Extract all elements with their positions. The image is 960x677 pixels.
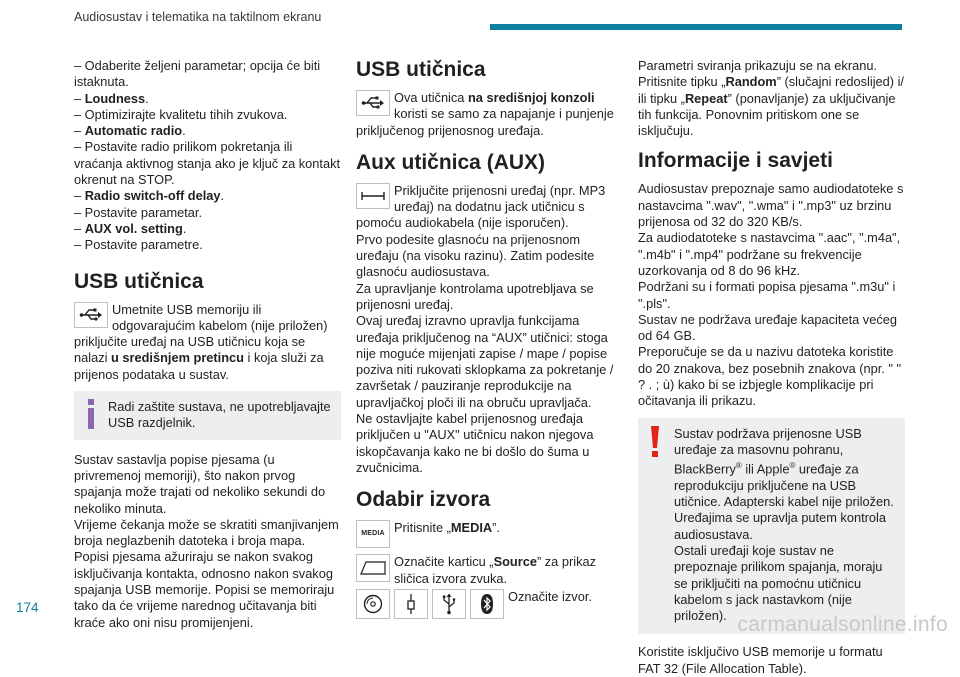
- list-item: – Postavite parametre.: [74, 237, 203, 253]
- paragraph: Pritisnite „MEDIA”.: [394, 520, 500, 536]
- jack-source-icon: [394, 589, 428, 619]
- info-icon: [83, 399, 99, 429]
- info-note: [74, 391, 341, 440]
- paragraph: Priključite prijenosni uređaj (npr. MP3 uređaj) na dodatnu jack utičnicu s pomoću audiokabela (nije isporučen).: [356, 182, 606, 231]
- usb-icon: [74, 302, 108, 328]
- paragraph: Za upravljanje kontrolama upotrebljava se prijenosni uređaj.: [356, 280, 594, 312]
- aux-instruction: [356, 183, 623, 232]
- warning-text: Sustav podržava prijenosne USB uređaje za masovnu pohranu, BlackBerry® ili Apple® uređaje za reprodukciju priključene na USB utičnice. Adapterski kabel nije priložen.: [674, 425, 894, 510]
- watermark: carmanualsonline.info: [737, 613, 948, 636]
- paragraph: Preporučuje se da u nazivu datoteka koristite do 20 znakova, bez posebnih znakova (npr. " " ? . ; ù) kako bi se izbjegle komplikacije pri očitavanja ili prikazu.: [638, 344, 902, 409]
- paragraph: – Odaberite željeni parametar; opcija će biti istaknuta.: [74, 58, 321, 90]
- paragraph: Podržani su i formati popisa pjesama ".m3u" i ".pls".: [638, 279, 896, 311]
- paragraph: Audiosustav prepoznaje samo audiodatoteke s nastavcima ".wav", ".wma" i ".mp3" uz brzinu prijenosa od 32 do 320 KB/s.: [638, 181, 904, 230]
- warning-icon: [648, 426, 662, 458]
- aux-jack-icon: [356, 183, 390, 209]
- media-label: MEDIA: [361, 530, 385, 538]
- paragraph: Označite izvor.: [508, 588, 592, 604]
- list-item: – Postavite radio prilikom pokretanja ili vraćanja aktivnog stanja ako je ključ za kontakt okrenut na STOP.: [74, 139, 341, 188]
- paragraph: Parametri sviranja prikazuju se na ekranu.: [638, 58, 877, 73]
- paragraph: Označite karticu „Source” za prikaz sličica izvora zvuka.: [394, 554, 596, 586]
- column-1: [74, 58, 341, 631]
- paragraph: Popisi pjesama ažuriraju se nakon svakog isključivanja kontakta, odnosno nakon svakog spajanja USB memorije. Popisi se memoriraju tako da će vrijeme narednog učitavanja biti kraće ako oni nisu promijenjeni.: [74, 549, 335, 630]
- paragraph: Umetnite USB memoriju ili odgovarajućim kabelom (nije priložen) priključite uređaj na USB utičnicu koja se nalazi u središnjem pretincu i koja služi za prijenos podataka u sustav.: [74, 301, 328, 382]
- disc-icon: [356, 589, 390, 619]
- usb-instruction: [74, 302, 341, 383]
- list-item: – Automatic radio.: [74, 123, 186, 139]
- section-heading-source: Odabir izvora: [356, 488, 491, 512]
- source-tab-icon: [356, 554, 390, 582]
- header-accent-bar: [490, 24, 902, 30]
- column-2: [356, 58, 623, 619]
- paragraph: Ova utičnica na središnjoj konzoli koristi se samo za napajanje i punjenje priključenog prijenosnog uređaja.: [356, 90, 614, 138]
- paragraph: Sustav sastavlja popise pjesama (u privremenoj memoriji), što nakon prvog spajanja može trajati od nekoliko sekundi do nekoliko minuta.: [74, 451, 326, 516]
- source-icons: [356, 589, 623, 619]
- warning-text: Ostali uređaji koje sustav ne prepoznaje prilikom spajanja, moraju se priključiti na pomoćnu utičnicu kabelom s jack nastavkom (nije priložen).: [674, 542, 883, 624]
- warning-note: [638, 418, 905, 635]
- bluetooth-icon: [470, 589, 504, 619]
- list-item: – Postavite parametar.: [74, 204, 203, 220]
- paragraph: Vrijeme čekanja može se skratiti smanjivanjem broja neglazbenih datoteka i broja mapa.: [74, 516, 339, 549]
- paragraph: Ne ostavljajte kabel prijenosnog uređaja priključen u "AUX" utičnicu nakon njegova iskopčavanja kako ne bi došlo do šuma u zvučnicima.: [356, 411, 594, 475]
- usb-icon: [356, 90, 390, 116]
- section-heading-usb-console: USB utičnica: [356, 58, 486, 81]
- usb-source-icon: [432, 589, 466, 619]
- warning-text: Uređajima se upravlja putem kontrola audiosustava.: [674, 510, 886, 542]
- paragraph: Sustav ne podržava uređaje kapaciteta većeg od 64 GB.: [638, 311, 897, 344]
- info-text: Radi zaštite sustava, ne upotrebljavajte USB razdjelnik.: [108, 399, 331, 431]
- paragraph: Pritisnite tipku „Random” (slučajni redoslijed) i/ ili tipku „Repeat” (ponavljanje) za uključivanje tih funkcija. Ponovnim pritiskom one se isključuju.: [638, 74, 904, 139]
- list-item: – Loudness.: [74, 90, 149, 106]
- source-step-1: [356, 520, 623, 550]
- list-item: – AUX vol. setting.: [74, 220, 187, 236]
- paragraph: Ovaj uređaj izravno upravlja funkcijama uređaja priključenog na “AUX” utičnici: stoga nije moguće mijenjati zapise / mape / popise poziva niti rukovati sklopkama za pokretanje / završetak / pauziranje reprodukcije na upravljačkoj ploči ili na obruču upravljača.: [356, 313, 614, 410]
- section-heading-info: Informacije i savjeti: [638, 149, 833, 173]
- list-item: – Radio switch-off delay.: [74, 188, 225, 204]
- source-step-2: [356, 554, 623, 587]
- section-heading-usb: USB utičnica: [74, 269, 204, 293]
- column-3: [638, 58, 905, 677]
- paragraph: Prvo podesite glasnoću na prijenosnom uređaju (na visoku razinu). Zatim podesite glasnoću audiosustava.: [356, 231, 595, 280]
- media-button-icon: [356, 520, 390, 548]
- header-title: Audiosustav i telematika na taktilnom ekranu: [74, 10, 322, 24]
- usb-console-instruction: [356, 90, 623, 139]
- paragraph: Koristite isključivo USB memorije u formatu FAT 32 (File Allocation Table).: [638, 644, 883, 676]
- section-heading-aux: Aux utičnica (AUX): [356, 150, 546, 174]
- paragraph: Za audiodatoteke s nastavcima ".aac", ".m4a", ".m4b" i ".mp4" podržane su frekvencije uzorkovanja od 8 do 96 kHz.: [638, 230, 901, 278]
- page-number: 174: [16, 600, 39, 615]
- list-item: – Optimizirajte kvalitetu tihih zvukova.: [74, 106, 288, 122]
